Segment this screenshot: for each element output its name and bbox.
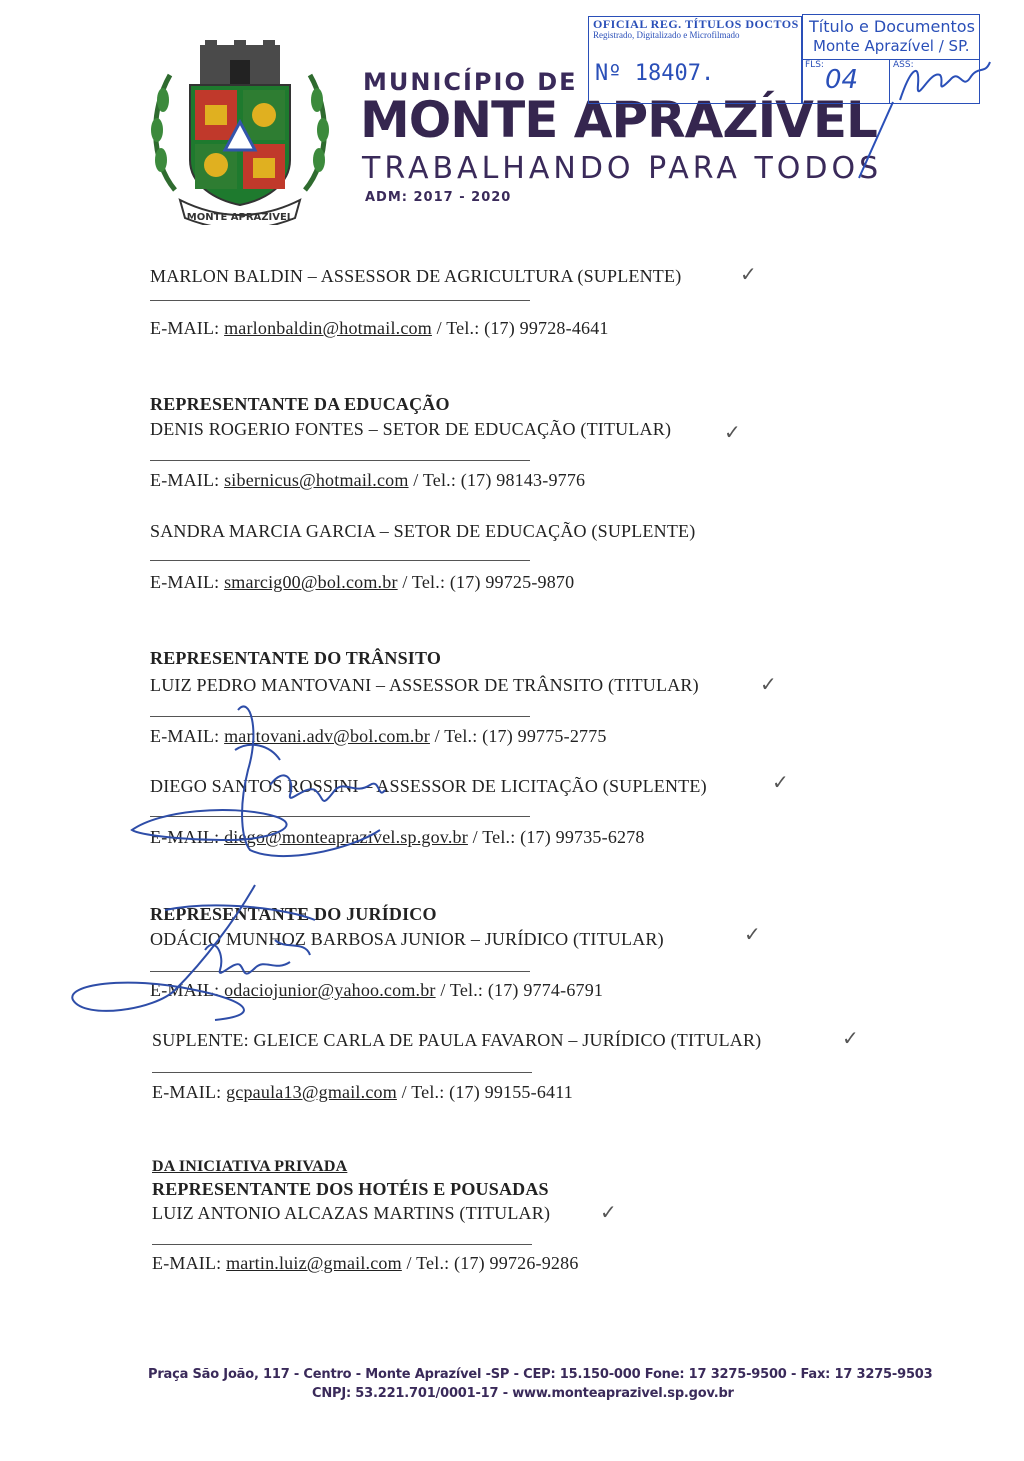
entry-name: ODÁCIO MUNHOZ BARBOSA JUNIOR – JURÍDICO (TITULAR) bbox=[150, 929, 664, 949]
email-link[interactable]: mantovani.adv@bol.com.br bbox=[224, 726, 430, 746]
slogan: TRABALHANDO PARA TODOS bbox=[362, 151, 883, 186]
entry-contact bbox=[150, 318, 609, 339]
stamp-title-line1: Título e Documentos bbox=[809, 17, 975, 36]
entry-contact bbox=[150, 572, 574, 593]
email-link[interactable]: martin.luiz@gmail.com bbox=[226, 1253, 402, 1273]
section-heading-hoteis: REPRESENTANTE DOS HOTÉIS E POUSADAS bbox=[152, 1179, 549, 1199]
email-label: E-MAIL: bbox=[152, 1253, 222, 1273]
stamp-signature-scribble bbox=[890, 50, 1000, 110]
section-heading-transito: REPRESENTANTE DO TRÂNSITO bbox=[150, 648, 442, 668]
signature-line bbox=[152, 1244, 532, 1245]
section-heading-juridico: REPRESENTANTE DO JURÍDICO bbox=[150, 904, 437, 924]
phone-text: / Tel.: (17) 99155-6411 bbox=[401, 1082, 573, 1102]
handwritten-signature bbox=[120, 690, 520, 870]
crest-ribbon-text: MONTE APRAZÍVEL bbox=[186, 212, 294, 223]
stamp-office-sub: Registrado, Digitalizado e Microfilmado bbox=[593, 30, 740, 40]
administration-period: ADM: 2017 - 2020 bbox=[365, 190, 512, 205]
signature-line bbox=[150, 560, 530, 561]
entry-name: LUIZ ANTONIO ALCAZAS MARTINS (TITULAR) bbox=[152, 1203, 551, 1223]
email-label: E-MAIL: bbox=[150, 470, 220, 490]
phone-text: / Tel.: (17) 99735-6278 bbox=[472, 827, 645, 847]
phone-text: / Tel.: (17) 99725-9870 bbox=[402, 572, 575, 592]
signature-line bbox=[150, 460, 530, 461]
email-label: E-MAIL: bbox=[150, 726, 220, 746]
footer-address: Praça São João, 117 - Centro - Monte Aprazível -SP - CEP: 15.150-000 Fone: 17 3275-9500 - Fax: 17 3275-9503 bbox=[148, 1367, 933, 1382]
municipio-label: MUNICÍPIO DE bbox=[363, 68, 578, 96]
email-link[interactable]: odaciojunior@yahoo.com.br bbox=[224, 980, 436, 1000]
footer-cnpj-website: CNPJ: 53.221.701/0001-17 - www.monteaprazivel.sp.gov.br bbox=[312, 1386, 734, 1401]
section-heading-educacao: REPRESENTANTE DA EDUCAÇÃO bbox=[150, 394, 450, 414]
check-mark-icon: ✓ bbox=[740, 262, 757, 286]
stamp-title-line2: Monte Aprazível / SP. bbox=[813, 37, 970, 55]
section-heading-iniciativa: DA INICIATIVA PRIVADA bbox=[152, 1158, 348, 1175]
entry-contact bbox=[152, 1082, 573, 1103]
stamp-fls-value: 04 bbox=[825, 65, 859, 95]
phone-text: / Tel.: (17) 99775-2775 bbox=[434, 726, 607, 746]
entry-name: SUPLENTE: GLEICE CARLA DE PAULA FAVARON – JURÍDICO (TITULAR) bbox=[152, 1030, 762, 1050]
signature-line bbox=[150, 300, 530, 301]
entry-contact bbox=[152, 1253, 579, 1274]
email-link[interactable]: sibernicus@hotmail.com bbox=[224, 470, 409, 490]
city-name: MONTE APRAZÍVEL bbox=[360, 91, 877, 149]
phone-text: / Tel.: (17) 9774-6791 bbox=[440, 980, 604, 1000]
email-label: E-MAIL: bbox=[152, 1082, 222, 1102]
registry-stamp bbox=[588, 16, 802, 104]
signature-line bbox=[152, 1072, 532, 1073]
phone-text: / Tel.: (17) 99726-9286 bbox=[406, 1253, 579, 1273]
email-label: E-MAIL: bbox=[150, 827, 220, 847]
email-label: E-MAIL: bbox=[150, 980, 220, 1000]
entry-name: DENIS ROGERIO FONTES – SETOR DE EDUCAÇÃO (TITULAR) bbox=[150, 419, 672, 439]
check-mark-icon: ✓ bbox=[724, 420, 741, 444]
email-link[interactable]: gcpaula13@gmail.com bbox=[226, 1082, 397, 1102]
email-link[interactable]: smarcig00@bol.com.br bbox=[224, 572, 398, 592]
email-label: E-MAIL: bbox=[150, 572, 220, 592]
stamp-fls-label: FLS: bbox=[805, 60, 824, 70]
check-mark-icon: ✓ bbox=[600, 1200, 617, 1224]
check-mark-icon: ✓ bbox=[760, 672, 777, 696]
check-mark-icon: ✓ bbox=[772, 770, 789, 794]
email-label: E-MAIL: bbox=[150, 318, 220, 338]
check-mark-icon: ✓ bbox=[842, 1026, 859, 1050]
entry-contact bbox=[150, 470, 585, 491]
stamp-slash bbox=[855, 100, 895, 180]
phone-text: / Tel.: (17) 98143-9776 bbox=[413, 470, 586, 490]
entry-name: SANDRA MARCIA GARCIA – SETOR DE EDUCAÇÃO (SUPLENTE) bbox=[150, 521, 696, 541]
entry-name: MARLON BALDIN – ASSESSOR DE AGRICULTURA (SUPLENTE) bbox=[150, 266, 682, 286]
municipal-crest bbox=[145, 40, 335, 225]
entry-name: DIEGO SANTOS ROSSINI – ASSESSOR DE LICITAÇÃO (SUPLENTE) bbox=[150, 776, 707, 796]
handwritten-signature bbox=[65, 880, 425, 1030]
check-mark-icon: ✓ bbox=[744, 922, 761, 946]
stamp-ass-label: ASS: bbox=[893, 60, 914, 70]
email-link[interactable]: diego@monteaprazivel.sp.gov.br bbox=[224, 827, 468, 847]
entry-name: LUIZ PEDRO MANTOVANI – ASSESSOR DE TRÂNSITO (TITULAR) bbox=[150, 675, 699, 695]
stamp-office-line: OFICIAL REG. TÍTULOS DOCTOS bbox=[593, 17, 799, 31]
stamp-number: Nº 18407. bbox=[595, 61, 715, 86]
email-link[interactable]: marlonbaldin@hotmail.com bbox=[224, 318, 432, 338]
phone-text: / Tel.: (17) 99728-4641 bbox=[436, 318, 609, 338]
